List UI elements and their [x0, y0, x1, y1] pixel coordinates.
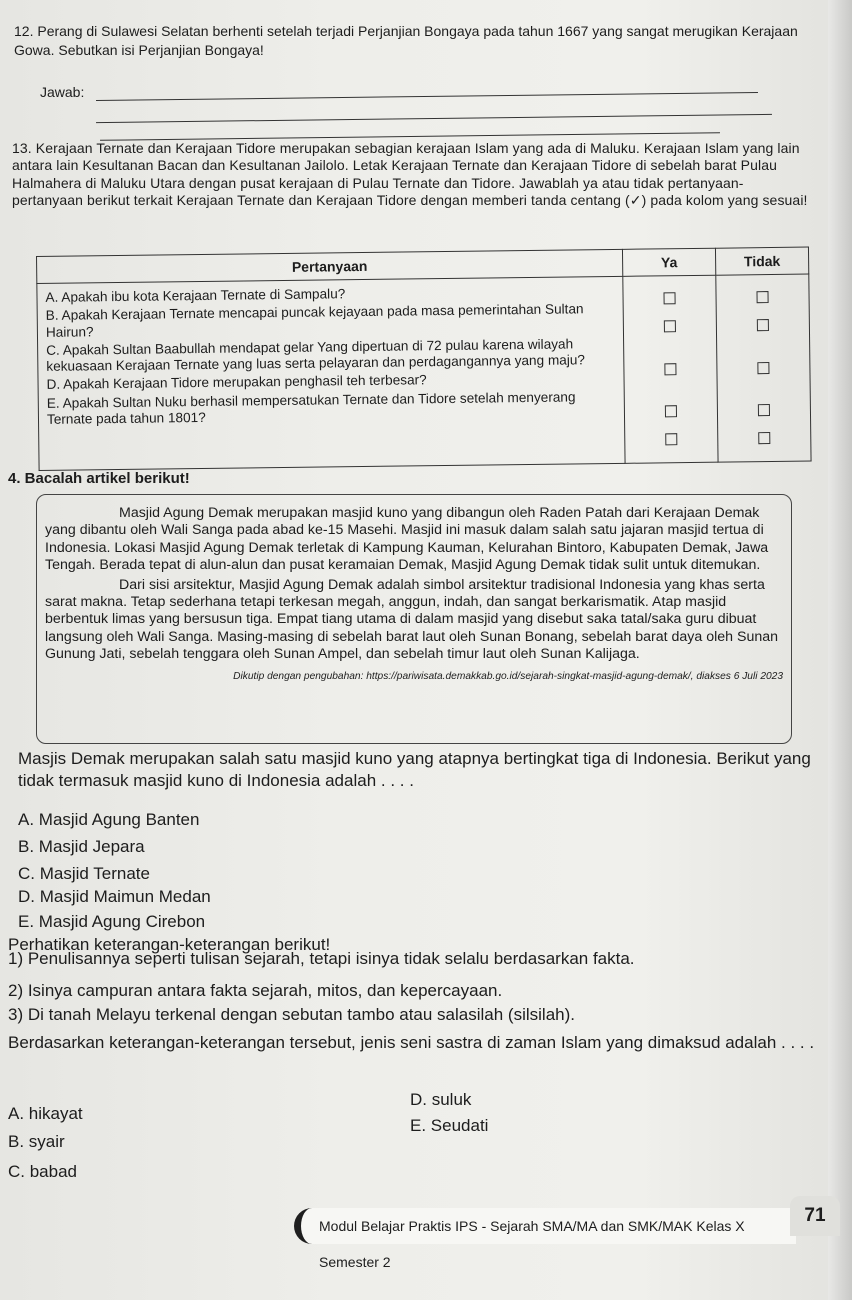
checkbox-tidak-a[interactable]	[756, 291, 768, 303]
article-paragraph-2: Dari sisi arsitektur, Masjid Agung Demak adalah simbol arsitektur tradisional Indonesia yang khas serta sarat makna. Tetap sederhana tetapi terkesan megah, anggun, indah, dan sangat berkarismatik. Atap masjid berbentuk limas yang bersusun tiga. Empat tiang utama di dalam masjid yang disebut saka tatal/saka guru dibuat langsung oleh Wali Sanga. Masing-masing di sebelah barat laut oleh Sunan Bonang, sebelah barat daya oleh Sunan Gunung Jati, sebelah tenggara oleh Sunan Ampel, dan sebelah timur laut oleh Sunan Kalijaga.	[45, 576, 779, 663]
checkbox-ya-b[interactable]	[664, 320, 676, 332]
q14-option-a[interactable]: A. Masjid Agung Banten	[18, 810, 200, 829]
ya-column	[623, 275, 718, 464]
question-14-heading: 4. Bacalah artikel berikut!	[8, 470, 190, 487]
answer-line-1[interactable]	[96, 92, 758, 101]
checkbox-ya-c[interactable]	[664, 363, 676, 375]
footer-banner	[294, 1208, 796, 1270]
q15-option-e[interactable]: E. Seudati	[410, 1116, 489, 1135]
q14-option-b[interactable]: B. Masjid Jepara	[18, 837, 145, 856]
question-12-number: 12.	[14, 23, 34, 39]
q14-option-c[interactable]: C. Masjid Ternate	[18, 864, 150, 883]
checkbox-tidak-b[interactable]	[757, 319, 769, 331]
header-ya: Ya	[622, 248, 715, 276]
table-row-b: B. Apakah Kerajaan Ternate mencapai puncak kejayaan pada masa pemerintahan Sultan Hairun?	[45, 301, 584, 340]
checkbox-tidak-e[interactable]	[758, 432, 770, 444]
question-12	[14, 22, 814, 60]
answer-label: Jawab:	[40, 84, 85, 100]
article-source: Dikutip dengan pengubahan: https://pariwisata.demakkab.go.id/sejarah-singkat-masjid-agung-demak/, diakses 6 Juli 2023	[233, 670, 783, 682]
checkbox-ya-a[interactable]	[663, 292, 675, 304]
q15-option-b[interactable]: B. syair	[8, 1132, 65, 1151]
question-15-intro: Perhatikan keterangan-keterangan berikut!	[8, 935, 331, 954]
checkbox-tidak-d[interactable]	[758, 404, 770, 416]
checkbox-tidak-c[interactable]	[757, 362, 769, 374]
article-paragraph-1: Masjid Agung Demak merupakan masjid kuno yang dibangun oleh Raden Patah dari Kerajaan Demak yang dibantu oleh Wali Sanga pada abad ke-15 Masehi. Masjid ini masuk dalam salah satu jajaran masjid tertua di Indonesia. Lokasi Masjid Agung Demak terletak di Kampung Kauman, Kelurahan Bintoro, Kabupaten Demak, Jawa Tengah. Berada tepat di alun-alun dan pusat keramaian Demak, Masjid Agung Demak tidak sulit untuk ditemukan.	[45, 505, 769, 574]
question-13	[12, 140, 812, 210]
article-box	[36, 494, 792, 744]
question-14-text: Masjis Demak merupakan salah satu masjid kuno yang atapnya bertingkat tiga di Indonesia. Berikut yang tidak termasuk masjid kuno di Indonesia adalah . . . .	[18, 749, 811, 790]
question-12-text: Perang di Sulawesi Selatan berhenti setelah terjadi Perjanjian Bongaya pada tahun 1667 yang sangat merugikan Kerajaan Gowa. Sebutkan isi Perjanjian Bongaya!	[14, 23, 798, 58]
q15-option-d[interactable]: D. suluk	[410, 1090, 472, 1109]
question-cell	[37, 276, 625, 471]
q15-option-c[interactable]: C. babad	[8, 1162, 77, 1181]
table-row-d: D. Apakah Kerajaan Tidore merupakan penghasil teh terbesar?	[46, 372, 427, 393]
question-13-number: 13.	[12, 140, 32, 156]
table-row-c: C. Apakah Sultan Baabullah mendapat gelar Yang dipertuan di 72 pulau karena wilayah kekuasaan Kerajaan Ternate yang luas serta pelayaran dan perdagangannya yang maju?	[46, 336, 586, 375]
page-number: 71	[790, 1196, 840, 1236]
q15-option-a[interactable]: A. hikayat	[8, 1104, 83, 1123]
checkbox-ya-e[interactable]	[665, 433, 677, 445]
question-15-text: Berdasarkan keterangan-keterangan tersebut, jenis seni sastra di zaman Islam yang dimaksud adalah . . . .	[8, 1033, 815, 1052]
footer-text: Modul Belajar Praktis IPS - Sejarah SMA/MA dan SMK/MAK Kelas X Semester 2	[319, 1218, 745, 1270]
page-edge	[828, 0, 852, 1300]
header-pertanyaan: Pertanyaan	[37, 249, 623, 283]
answer-line-2[interactable]	[96, 114, 772, 123]
table-row-e: E. Apakah Sultan Nuku berhasil mempersatukan Ternate dan Tidore setelah menyerang Ternate pada tahun 1801?	[46, 389, 576, 427]
ternate-tidore-table	[36, 247, 812, 472]
question-15-point-1: 1) Penulisannya seperti tulisan sejarah, tetapi isinya tidak selalu berdasarkan fakta.	[8, 949, 635, 968]
table-body-row	[37, 274, 811, 471]
question-15-point-2: 2) Isinya campuran antara fakta sejarah, mitos, dan kepercayaan.	[8, 981, 503, 1000]
table-row-a: A. Apakah ibu kota Kerajaan Ternate di Sampalu?	[45, 286, 346, 305]
q14-option-d[interactable]: D. Masjid Maimun Medan	[18, 887, 211, 906]
header-tidak: Tidak	[715, 247, 808, 275]
question-15-point-3: 3) Di tanah Melayu terkenal dengan sebutan tambo atau salasilah (silsilah).	[8, 1005, 575, 1024]
checkbox-ya-d[interactable]	[665, 405, 677, 417]
question-13-text: Kerajaan Ternate dan Kerajaan Tidore merupakan sebagian kerajaan Islam yang ada di Maluku. Kerajaan Islam yang lain antara lain Kesultanan Bacan dan Kesultanan Jailolo. Letak Kerajaan Ternate dan Kerajaan Tidore di sebelah barat Pulau Halmahera di Maluku Utara dengan pusat kerajaan di Pulau Ternate dan Tidore. Jawablah ya atau tidak pertanyaan-pertanyaan berikut terkait Kerajaan Ternate dan Kerajaan Tidore dengan memberi tanda centang (✓) pada kolom yang sesuai!	[12, 140, 808, 209]
tidak-column	[716, 274, 811, 463]
q14-option-e[interactable]: E. Masjid Agung Cirebon	[18, 912, 206, 931]
